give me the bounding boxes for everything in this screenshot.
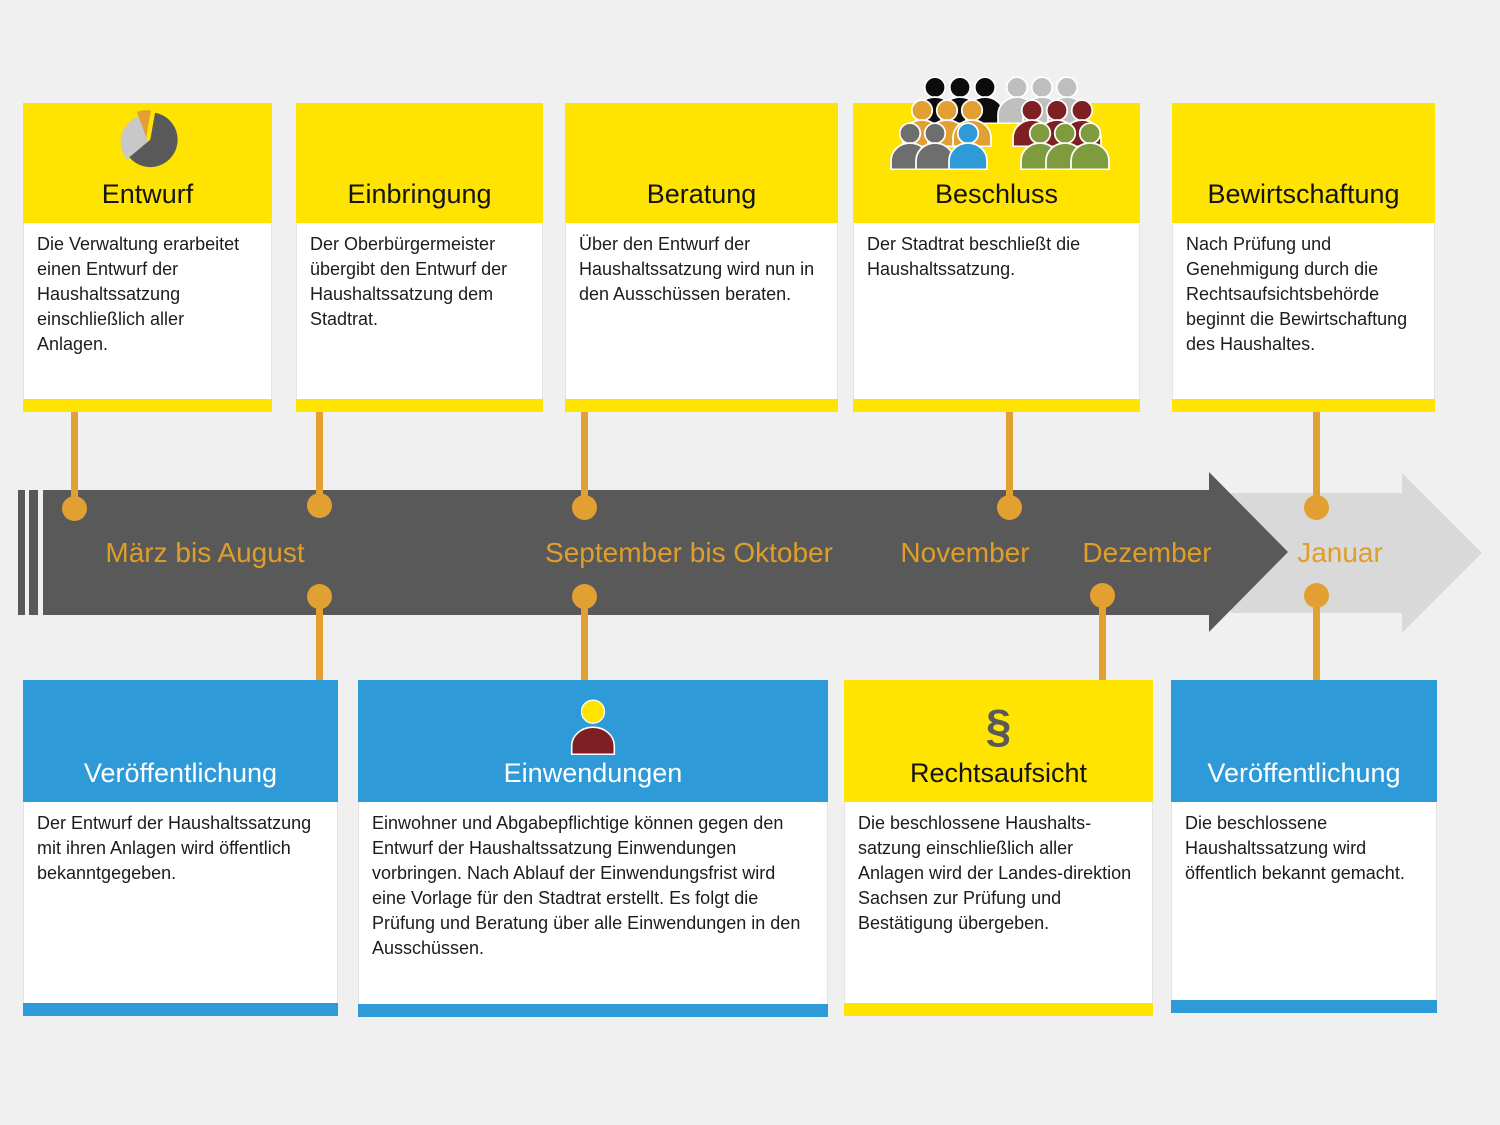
card-footer-bar — [1172, 399, 1435, 412]
card-body-text: Nach Prüfung und Genehmigung durch die Rechtsaufsichtsbehörde beginnt die Bewirtschaftung des Haushaltes. — [1186, 234, 1408, 354]
card-title: Einwendungen — [503, 758, 683, 789]
card-footer-bar — [23, 1003, 338, 1016]
card-title: Beratung — [646, 179, 757, 210]
card-header — [358, 680, 828, 802]
timeline-tail-stripe — [18, 490, 25, 615]
connector-dot — [1304, 495, 1329, 520]
card-title: Bewirtschaftung — [1207, 179, 1400, 210]
month-label-maerz-august: März bis August — [105, 537, 305, 568]
card-footer-bar — [23, 399, 272, 412]
connector-line — [581, 404, 588, 508]
month-label-september-oktober: September bis Oktober — [545, 537, 833, 568]
card-einbringung — [296, 103, 543, 412]
month-label-januar: Januar — [1297, 537, 1383, 568]
connector-line — [1006, 404, 1013, 508]
card-title: Entwurf — [101, 179, 194, 210]
connector-dot — [572, 495, 597, 520]
timeline-tail-stripe — [29, 490, 38, 615]
card-bewirtschaftung — [1172, 103, 1435, 412]
person-icon — [1068, 122, 1112, 170]
card-body-text: Die beschlossene Haushaltssatzung wird öffentlich bekannt gemacht. — [1185, 813, 1405, 883]
card-beschluss — [853, 103, 1140, 412]
timeline-arrow-dark-head — [1209, 472, 1288, 632]
card-header — [565, 103, 838, 223]
card-veroeffentlichung-entwurf — [23, 680, 338, 1016]
month-label-november: November — [900, 537, 1030, 568]
card-body-text: Die Verwaltung erarbeitet einen Entwurf der Haushaltssatzung einschließlich aller Anlagen. — [37, 234, 240, 354]
card-footer-bar — [358, 1004, 828, 1017]
card-rechtsaufsicht — [844, 680, 1153, 1016]
card-footer-bar — [296, 399, 543, 412]
card-body-text: Der Entwurf der Haushaltssatzung mit ihren Anlagen wird öffentlich bekanntgegeben. — [37, 813, 312, 883]
card-header — [296, 103, 543, 223]
connector-dot — [1090, 583, 1115, 608]
card-body-text: Der Stadtrat beschließt die Haushaltssatzung. — [867, 234, 1081, 279]
connector-dot — [307, 584, 332, 609]
citizen-person-icon — [567, 699, 619, 755]
card-body — [23, 223, 272, 399]
connector-dot — [62, 496, 87, 521]
card-title: Veröffentlichung — [1207, 758, 1401, 789]
connector-line — [581, 596, 588, 686]
card-beratung — [565, 103, 838, 412]
card-footer-bar — [853, 399, 1140, 412]
card-header — [1172, 103, 1435, 223]
card-body-text: Die beschlossene Haushalts-satzung einschließlich aller Anlagen wird der Landes-direktion Sachsen zur Prüfung und Bestätigung übergeben. — [858, 813, 1132, 933]
card-body — [844, 802, 1153, 1003]
council-people-icon — [853, 103, 1140, 223]
card-title: Einbringung — [347, 179, 492, 210]
card-body — [1172, 223, 1435, 399]
card-body — [565, 223, 838, 399]
card-veroeffentlichung-beschluss — [1171, 680, 1437, 1013]
card-title: Rechtsaufsicht — [909, 758, 1088, 789]
card-body — [23, 802, 338, 1003]
connector-dot — [1304, 583, 1329, 608]
card-body — [296, 223, 543, 399]
card-footer-bar — [844, 1003, 1153, 1016]
card-einwendungen — [358, 680, 828, 1017]
card-body — [358, 802, 828, 1004]
connector-dot — [307, 493, 332, 518]
card-title: Beschluss — [934, 179, 1059, 210]
card-header — [1171, 680, 1437, 802]
card-header — [844, 680, 1153, 802]
person-icon — [946, 122, 990, 170]
card-header — [23, 680, 338, 802]
card-title: Veröffentlichung — [83, 758, 278, 789]
month-label-dezember: Dezember — [1082, 537, 1212, 568]
connector-line — [1099, 596, 1106, 686]
card-body-text: Über den Entwurf der Haushaltssatzung wird nun in den Ausschüssen beraten. — [579, 234, 815, 304]
card-body-text: Der Oberbürgermeister übergibt den Entwurf der Haushaltssatzung dem Stadtrat. — [310, 234, 508, 329]
card-body — [853, 223, 1140, 399]
connector-line — [71, 404, 78, 508]
connector-line — [1313, 404, 1320, 508]
card-footer-bar — [565, 399, 838, 412]
connector-line — [1313, 596, 1320, 686]
card-entwurf — [23, 103, 272, 412]
connector-line — [316, 596, 323, 686]
card-footer-bar — [1171, 1000, 1437, 1013]
timeline-arrow-light-head — [1402, 473, 1482, 633]
card-header — [23, 103, 272, 223]
connector-dot — [997, 495, 1022, 520]
paragraph-icon: § — [985, 700, 1012, 753]
connector-dot — [572, 584, 597, 609]
connector-line — [316, 404, 323, 506]
pie-chart-icon — [117, 111, 179, 173]
card-header — [853, 103, 1140, 223]
card-body-text: Einwohner und Abgabepflichtige können gegen den Entwurf der Haushaltssatzung Einwendungen vorbringen. Nach Ablauf der Einwendungsfrist wird eine Vorlage für den Stadtrat erstellt. Es folgt die Prüfung und Beratung über alle Einwendungen in den Ausschüssen. — [372, 813, 801, 958]
card-body — [1171, 802, 1437, 1000]
